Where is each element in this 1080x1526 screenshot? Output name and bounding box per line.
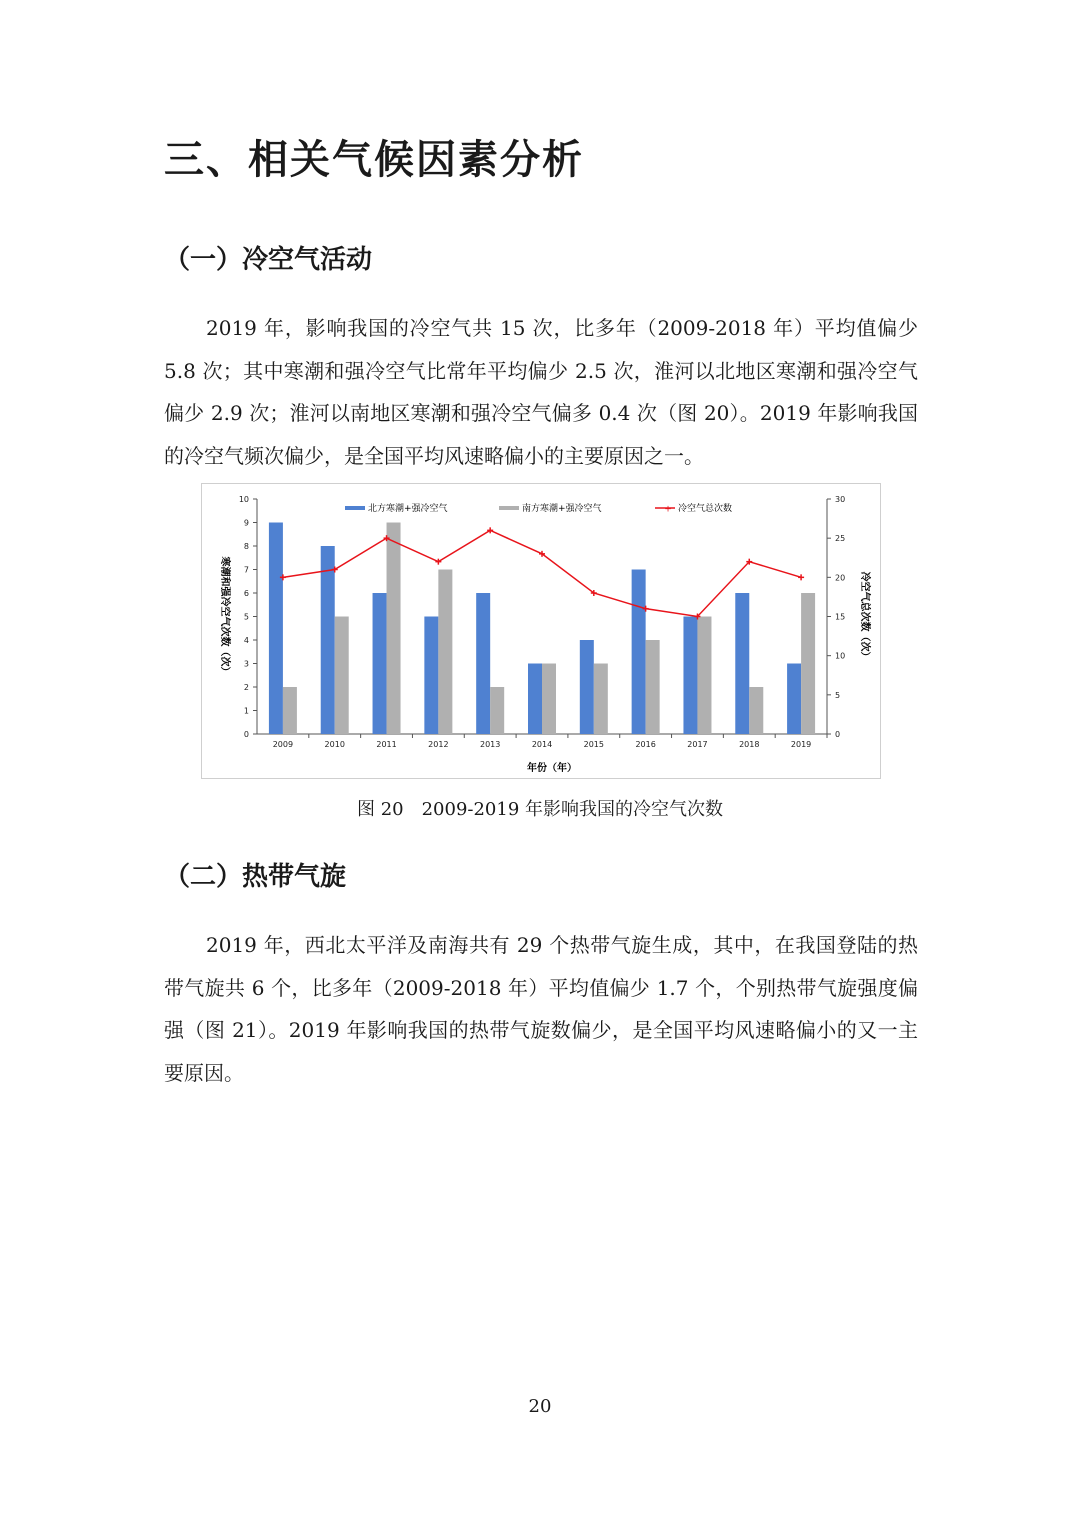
bar-south	[283, 687, 297, 734]
y-left-tick-label: 2	[243, 683, 249, 692]
bar-south	[646, 640, 660, 734]
chart-legend	[345, 502, 732, 515]
y-right-tick-label: 25	[835, 534, 846, 544]
legend-label-north: 北方寒潮+强冷空气	[368, 504, 448, 514]
x-axis-title: 年份（年）	[527, 763, 577, 774]
y-left-tick-label: 3	[243, 659, 249, 669]
bar-south	[594, 664, 608, 735]
chart-line-series	[280, 527, 804, 619]
cold-air-chart	[201, 483, 881, 779]
bar-south	[749, 687, 763, 734]
bar-north	[373, 593, 387, 734]
x-tick-label: 2019	[790, 740, 812, 749]
x-tick-label: 2009	[272, 740, 294, 749]
legend-swatch-north	[345, 506, 365, 510]
bar-south	[542, 664, 556, 735]
y-left-tick-label: 0	[243, 730, 249, 739]
y-right-tick-label: 10	[835, 651, 846, 661]
subsection-title-cold-air: （一）冷空气活动	[164, 245, 373, 275]
y-axis-right-title: 冷空气总次数（次）	[859, 571, 870, 662]
x-tick-label: 2015	[583, 740, 604, 749]
section-title: 三、相关气候因素分析	[164, 137, 584, 183]
line-point-total	[798, 574, 804, 580]
x-tick-label: 2011	[376, 740, 397, 749]
tropical-cyclone-paragraph: 2019 年，西北太平洋及南海共有 29 个热带气旋生成，其中，在我国登陆的热带气旋共 6 个，比多年（2009-2018 年）平均值偏少 1.7 个，个别热带气旋强度偏强（图 21）。2019 年影响我国的热带气旋数偏少，是全国平均风速略偏小的又一主要原因。	[164, 933, 918, 1085]
x-tick-label: 2014	[531, 740, 553, 749]
y-right-tick-label: 30	[835, 495, 846, 504]
y-axis-left-title: 寒潮和强冷空气次数（次）	[219, 556, 230, 677]
bar-north	[632, 570, 646, 735]
bar-north	[735, 593, 749, 734]
bar-north	[269, 523, 283, 735]
line-total	[283, 530, 801, 616]
bar-south	[490, 687, 504, 734]
x-tick-label: 2012	[428, 740, 449, 749]
y-left-tick-label: 7	[243, 565, 249, 575]
y-left-tick-label: 4	[243, 636, 249, 645]
subsection-title-tropical-cyclone: （二）热带气旋	[164, 862, 347, 892]
y-left-tick-label: 6	[243, 589, 249, 598]
bar-south	[438, 570, 452, 735]
bar-north	[476, 593, 490, 734]
legend-label-total: 冷空气总次数	[678, 504, 733, 514]
legend-label-south: 南方寒潮+强冷空气	[522, 504, 602, 514]
x-tick-label: 2013	[480, 740, 501, 749]
y-right-tick-label: 20	[835, 573, 846, 583]
bar-south	[335, 617, 349, 735]
y-left-tick-label: 1	[243, 706, 249, 716]
bar-north	[424, 617, 438, 735]
bar-south	[387, 523, 401, 735]
bar-south	[801, 593, 815, 734]
bar-north	[683, 617, 697, 735]
x-tick-label: 2018	[739, 740, 760, 749]
bar-north	[787, 664, 801, 735]
y-left-tick-label: 8	[243, 542, 249, 551]
bar-north	[321, 546, 335, 734]
y-right-tick-label: 5	[835, 690, 841, 700]
cold-air-paragraph: 2019 年，影响我国的冷空气共 15 次，比多年（2009-2018 年）平均值偏少 5.8 次；其中寒潮和强冷空气比常年平均偏少 2.5 次，淮河以北地区寒潮和强冷空气偏少 2.9 次；淮河以南地区寒潮和强冷空气偏多 0.4 次（图 20）。2019 年影响我国的冷空气频次偏少，是全国平均风速略偏小的主要原因之一。	[164, 316, 918, 468]
x-tick-label: 2010	[324, 740, 345, 749]
y-left-tick-label: 10	[238, 495, 249, 504]
x-tick-label: 2016	[635, 740, 656, 749]
legend-swatch-south	[499, 506, 519, 510]
bar-north	[528, 664, 542, 735]
page-number: 20	[528, 1396, 552, 1417]
legend-marker-total: +	[664, 504, 672, 515]
chart-canvas	[202, 484, 880, 778]
bar-south	[697, 617, 711, 735]
y-left-tick-label: 5	[243, 612, 249, 622]
y-right-tick-label: 15	[835, 612, 846, 622]
y-left-tick-label: 9	[243, 518, 249, 528]
bar-north	[580, 640, 594, 734]
x-tick-label: 2017	[687, 740, 708, 749]
figure-caption: 图 20 2009-2019 年影响我国的冷空气次数	[356, 799, 724, 820]
y-right-tick-label: 0	[835, 730, 841, 739]
